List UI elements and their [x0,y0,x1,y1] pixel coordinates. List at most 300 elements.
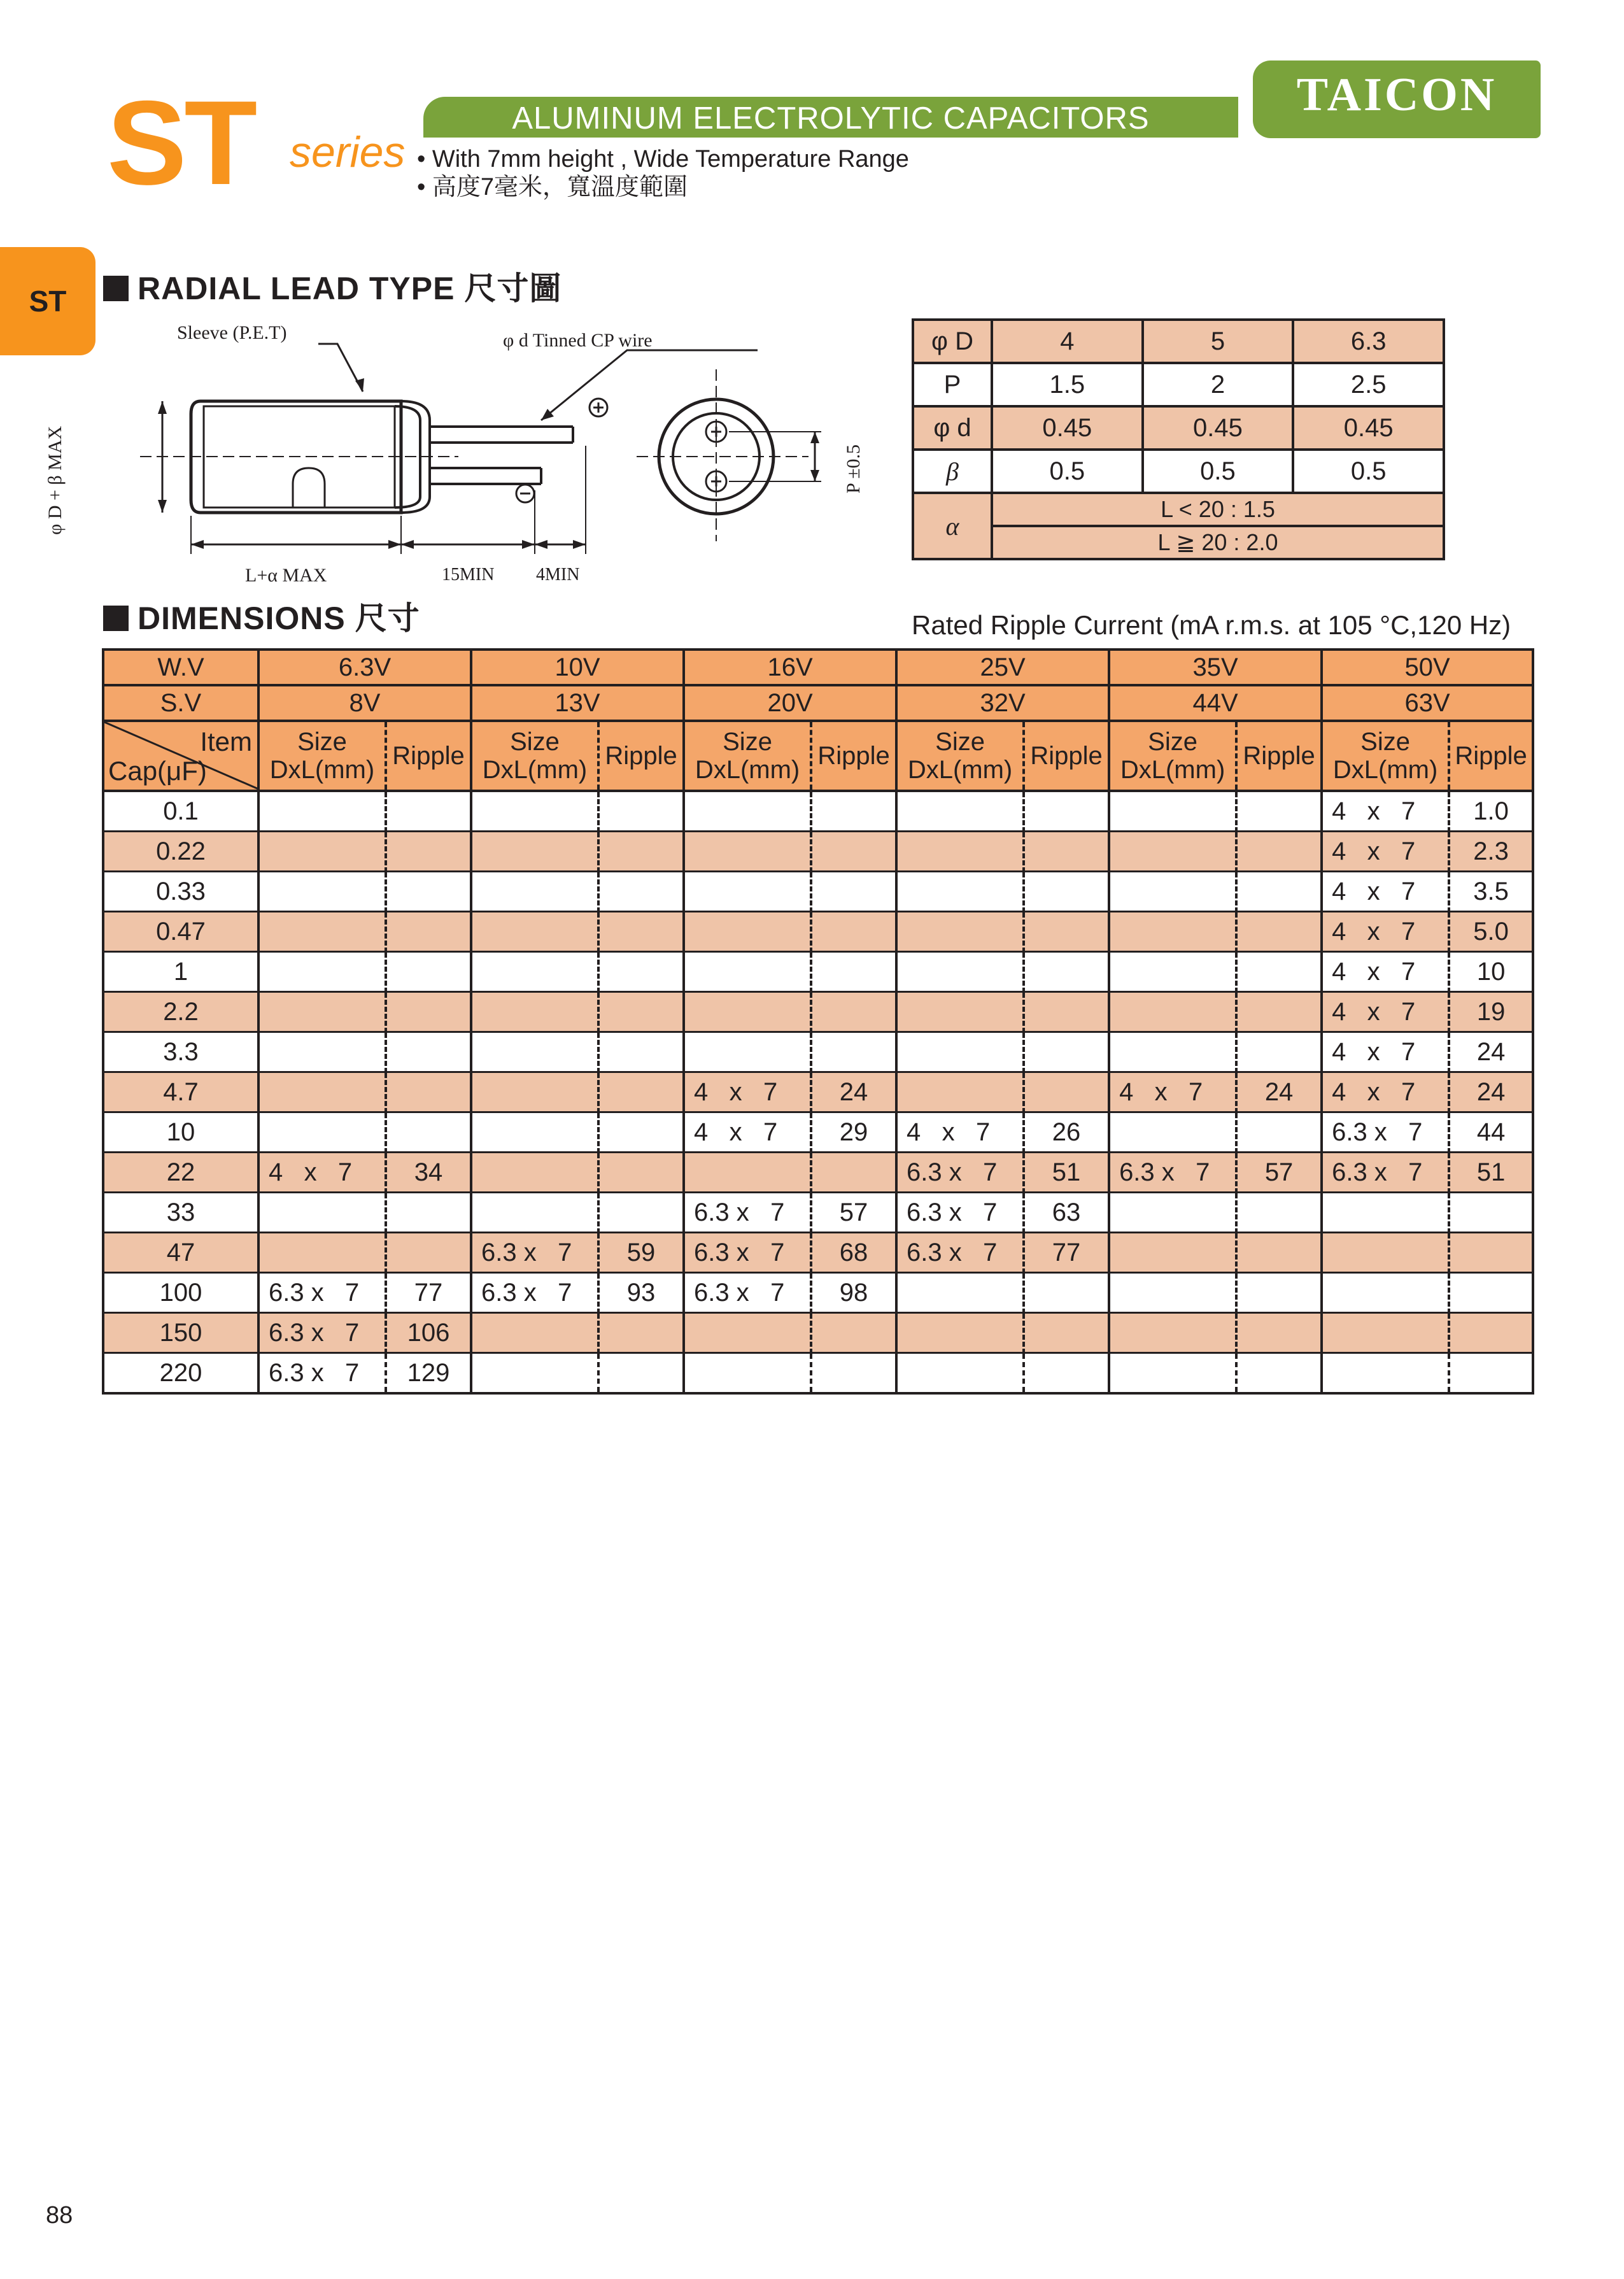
size-value: 4 x 7 [684,1072,811,1112]
item-cap-header [103,721,258,791]
ripple-value [598,912,684,952]
cap-value: 2.2 [103,992,258,1032]
size-value: 6.3 x 7 [896,1233,1024,1273]
ripple-value: 93 [598,1273,684,1313]
ripple-value [386,992,471,1032]
ripple-value [811,1032,896,1072]
size-header-unit: DxL(mm) [1332,756,1438,784]
table-row [913,450,1444,493]
sleeve-label: Sleeve (P.E.T) [177,322,287,343]
ripple-value [598,1353,684,1394]
size-header [1109,721,1236,791]
size-value [896,1353,1024,1394]
dimensions-table [102,648,1534,1395]
cap-value: 150 [103,1313,258,1353]
ripple-value [598,992,684,1032]
table-row [103,1112,1533,1153]
cap-label: Cap(μF) [108,755,207,786]
size-value [684,1313,811,1353]
dimensions-heading [103,602,420,634]
size-value [684,952,811,992]
size-value: 6.3 x 7 [471,1273,598,1313]
ripple-value [1449,1273,1533,1313]
ripple-value [1024,912,1109,952]
table-cell: 6.3 [1293,320,1444,363]
size-value [1322,1273,1449,1313]
ripple-value [1449,1313,1533,1353]
wv-cell: 10V [471,650,684,685]
size-value: 6.3 x 7 [1109,1153,1236,1193]
size-value [258,1112,386,1153]
sv-cell: 13V [471,685,684,721]
ripple-value: 77 [1024,1233,1109,1273]
table-row [103,992,1533,1032]
size-header [258,721,386,791]
pitch-label: P ±0.5 [843,444,864,493]
wv-row [103,650,1533,685]
table-row [103,872,1533,912]
ripple-value: 19 [1449,992,1533,1032]
table-cell: 0.45 [1143,406,1294,450]
size-value: 4 x 7 [258,1153,386,1193]
size-value [896,872,1024,912]
size-header [1322,721,1449,791]
size-header-unit: DxL(mm) [482,756,588,784]
size-header-label: Size [723,728,772,756]
ripple-value: 51 [1024,1153,1109,1193]
ripple-value: 59 [598,1233,684,1273]
size-value [1109,952,1236,992]
alpha-row-2: L ≧ 20 : 2.0 [992,526,1444,559]
ripple-value [598,1193,684,1233]
cap-value: 1 [103,952,258,992]
size-value [684,912,811,952]
size-value: 4 x 7 [1322,1032,1449,1072]
ripple-value: 24 [1449,1072,1533,1112]
size-value [896,1032,1024,1072]
size-value [1109,912,1236,952]
size-header-label: Size [297,728,347,756]
ripple-value [1024,832,1109,872]
size-value [258,791,386,832]
size-header [684,721,811,791]
cap-value: 22 [103,1153,258,1193]
ripple-value: 77 [386,1273,471,1313]
ripple-value [811,1313,896,1353]
table-cell: 0.5 [992,450,1143,493]
size-value [471,1153,598,1193]
ripple-value [386,791,471,832]
size-value [684,1032,811,1072]
sv-label: S.V [103,685,258,721]
row-label: β [913,450,992,493]
ripple-header: Ripple [1236,721,1322,791]
row-label: P [913,363,992,406]
table-cell: 5 [1143,320,1294,363]
size-value [1109,872,1236,912]
size-header-unit: DxL(mm) [695,756,800,784]
sv-cell: 63V [1322,685,1533,721]
ripple-value: 51 [1449,1153,1533,1193]
diameter-label: φ D + β MAX [45,425,66,535]
dimensions-body [103,650,1533,1393]
size-header-label: Size [510,728,560,756]
size-value [1322,1353,1449,1394]
cap-value: 0.33 [103,872,258,912]
item-header-row [103,721,1533,791]
ripple-value [811,1353,896,1394]
row-label: φ D [913,320,992,363]
ripple-value [598,1032,684,1072]
wv-label: W.V [103,650,258,685]
ripple-value [598,952,684,992]
ripple-value: 5.0 [1449,912,1533,952]
size-value [1109,1112,1236,1153]
ripple-value [598,1153,684,1193]
size-value: 6.3 x 7 [258,1273,386,1313]
ripple-value: 2.3 [1449,832,1533,872]
size-value: 6.3 x 7 [896,1153,1024,1193]
table-row [103,1153,1533,1193]
size-value [1109,992,1236,1032]
ripple-value [386,912,471,952]
ripple-value [1236,1032,1322,1072]
ripple-value [811,872,896,912]
size-value: 4 x 7 [1322,912,1449,952]
ripple-value: 24 [1236,1072,1322,1112]
length-label: L+α MAX [245,565,327,586]
size-value [684,1353,811,1394]
cap-value: 33 [103,1193,258,1233]
ripple-value: 44 [1449,1112,1533,1153]
row-label: φ d [913,406,992,450]
alpha-row-1: L < 20 : 1.5 [992,493,1444,526]
size-value [896,1313,1024,1353]
ripple-value [1449,1193,1533,1233]
ripple-value [1236,1273,1322,1313]
size-value [471,1112,598,1153]
size-value [1322,1233,1449,1273]
item-label: Item [200,727,252,756]
ripple-value [811,832,896,872]
feature-line-1: • With 7mm height , Wide Temperature Range [417,146,909,173]
size-value: 6.3 x 7 [258,1353,386,1394]
table-row [913,406,1444,450]
size-value: 4 x 7 [896,1112,1024,1153]
table-cell: 0.5 [1293,450,1444,493]
ripple-value [1024,952,1109,992]
size-value [1109,1233,1236,1273]
radial-lead-drawing [102,312,904,592]
ripple-value [811,791,896,832]
size-value [896,791,1024,832]
size-value: 4 x 7 [1322,1072,1449,1112]
cap-value: 0.22 [103,832,258,872]
ripple-value [1024,992,1109,1032]
ripple-header: Ripple [386,721,471,791]
table-row [103,791,1533,832]
size-header-label: Size [1148,728,1197,756]
ripple-value [1024,1273,1109,1313]
ripple-value: 63 [1024,1193,1109,1233]
size-value [1322,1193,1449,1233]
table-row [103,832,1533,872]
ripple-value [1449,1353,1533,1394]
size-value [258,952,386,992]
wire-label: φ d Tinned CP wire [503,330,653,351]
ripple-header: Ripple [1449,721,1533,791]
sv-cell: 20V [684,685,896,721]
size-value [471,992,598,1032]
table-row [913,526,1444,559]
ripple-value [1024,1032,1109,1072]
size-value [258,832,386,872]
radial-heading [103,273,561,304]
size-value [471,832,598,872]
ripple-value [386,1032,471,1072]
ripple-value [1236,832,1322,872]
radial-heading-text: RADIAL LEAD TYPE 尺寸圖 [138,271,562,306]
ripple-value [598,1072,684,1112]
size-value: 6.3 x 7 [684,1273,811,1313]
ripple-value [811,1153,896,1193]
size-value: 6.3 x 7 [896,1193,1024,1233]
wv-cell: 6.3V [258,650,471,685]
ripple-value [386,1112,471,1153]
series-word: series [290,128,406,176]
ripple-value [386,832,471,872]
ripple-value [386,872,471,912]
sv-row [103,685,1533,721]
table-cell: 0.5 [1143,450,1294,493]
wv-cell: 50V [1322,650,1533,685]
ripple-value: 98 [811,1273,896,1313]
wv-cell: 16V [684,650,896,685]
ripple-value: 129 [386,1353,471,1394]
ripple-value: 57 [811,1193,896,1233]
ripple-value [1024,791,1109,832]
ripple-value [598,1112,684,1153]
ripple-value: 3.5 [1449,872,1533,912]
ripple-value: 34 [386,1153,471,1193]
size-value [471,1072,598,1112]
ripple-value [1236,872,1322,912]
sv-cell: 44V [1109,685,1322,721]
side-tab [0,247,95,355]
dimensions-heading-text: DIMENSIONS 尺寸 [138,600,420,636]
heading-square-icon [103,606,129,631]
ripple-header: Ripple [811,721,896,791]
size-value [471,952,598,992]
size-value [258,1233,386,1273]
ripple-value [1236,1193,1322,1233]
brand-logo: TAICON [1296,69,1497,121]
table-cell: 0.45 [1293,406,1444,450]
size-value [1109,1032,1236,1072]
size-value: 4 x 7 [1322,791,1449,832]
ripple-value [1024,1353,1109,1394]
size-value [1109,1273,1236,1313]
size-header [896,721,1024,791]
size-value [684,832,811,872]
size-value [258,1032,386,1072]
size-value [896,832,1024,872]
table-row [103,1193,1533,1233]
table-cell: 2.5 [1293,363,1444,406]
size-value [1109,791,1236,832]
ripple-value [386,1193,471,1233]
ripple-value: 29 [811,1112,896,1153]
table-row [913,320,1444,363]
ripple-value [1236,1353,1322,1394]
table-row [103,952,1533,992]
size-value [684,872,811,912]
side-tab-label: ST [29,285,67,318]
size-value [471,1193,598,1233]
ripple-value [1236,912,1322,952]
ripple-value: 10 [1449,952,1533,992]
cap-value: 0.1 [103,791,258,832]
cap-value: 4.7 [103,1072,258,1112]
size-header-label: Size [935,728,985,756]
size-value: 4 x 7 [1322,992,1449,1032]
ripple-header: Ripple [1024,721,1109,791]
alpha-label: α [913,493,992,559]
radial-spec-table [912,318,1445,560]
lead-min2-label: 4MIN [536,565,580,585]
ripple-value [1024,1072,1109,1112]
cap-value: 10 [103,1112,258,1153]
size-value [471,791,598,832]
size-value [896,992,1024,1032]
ripple-value [386,952,471,992]
ripple-value: 68 [811,1233,896,1273]
size-value [1109,832,1236,872]
size-value: 4 x 7 [1322,872,1449,912]
table-cell: 2 [1143,363,1294,406]
table-cell: 1.5 [992,363,1143,406]
size-value [1322,1313,1449,1353]
table-row [103,1233,1533,1273]
size-value: 4 x 7 [1322,832,1449,872]
size-value: 4 x 7 [684,1112,811,1153]
ripple-value [598,791,684,832]
ripple-value: 24 [1449,1032,1533,1072]
ripple-value [1024,872,1109,912]
size-header-label: Size [1360,728,1410,756]
ripple-value [386,1233,471,1273]
table-row [103,912,1533,952]
cap-value: 3.3 [103,1032,258,1072]
banner-title: ALUMINUM ELECTROLYTIC CAPACITORS [512,101,1150,136]
size-value [471,1353,598,1394]
size-value [1109,1353,1236,1394]
size-value [684,791,811,832]
feature-line-2: • 高度7毫米，寬溫度範圍 [417,174,688,201]
wv-cell: 35V [1109,650,1322,685]
size-header-unit: DxL(mm) [907,756,1013,784]
size-value [258,872,386,912]
ripple-value: 57 [1236,1153,1322,1193]
ripple-value [811,992,896,1032]
size-value: 6.3 x 7 [684,1233,811,1273]
heading-square-icon [103,276,129,301]
ripple-value [811,912,896,952]
table-cell: 4 [992,320,1143,363]
size-value [258,992,386,1032]
table-row [913,493,1444,526]
size-value [896,1273,1024,1313]
size-value [896,952,1024,992]
table-row [103,1353,1533,1394]
sv-cell: 8V [258,685,471,721]
ripple-header: Ripple [598,721,684,791]
lead-min-label: 15MIN [442,565,495,585]
table-row [103,1032,1533,1072]
size-value: 4 x 7 [1109,1072,1236,1112]
ripple-value [1236,952,1322,992]
cap-value: 47 [103,1233,258,1273]
series-code: ST [107,76,255,209]
cap-value: 0.47 [103,912,258,952]
size-value [258,1072,386,1112]
ripple-value [598,832,684,872]
ripple-value: 106 [386,1313,471,1353]
ripple-value [386,1072,471,1112]
size-value: 6.3 x 7 [1322,1153,1449,1193]
size-value [1109,1313,1236,1353]
size-value [1109,1193,1236,1233]
size-value: 6.3 x 7 [1322,1112,1449,1153]
ripple-value [1024,1313,1109,1353]
ripple-value: 24 [811,1072,896,1112]
ripple-value [1449,1233,1533,1273]
ripple-value [1236,1112,1322,1153]
size-value [896,1072,1024,1112]
table-row [103,1072,1533,1112]
ripple-value [1236,1313,1322,1353]
size-value [471,1313,598,1353]
size-value [684,992,811,1032]
ripple-value [598,872,684,912]
size-value: 6.3 x 7 [258,1313,386,1353]
size-header-unit: DxL(mm) [269,756,375,784]
cap-value: 100 [103,1273,258,1313]
page-number: 88 [46,2202,73,2229]
size-header-unit: DxL(mm) [1120,756,1225,784]
table-cell: 0.45 [992,406,1143,450]
size-value: 6.3 x 7 [684,1193,811,1233]
ripple-value: 26 [1024,1112,1109,1153]
size-value [471,1032,598,1072]
sv-cell: 32V [896,685,1109,721]
ripple-value [1236,791,1322,832]
ripple-value [1236,1233,1322,1273]
wv-cell: 25V [896,650,1109,685]
cap-value: 220 [103,1353,258,1394]
size-value [471,872,598,912]
table-row [913,363,1444,406]
table-row [103,1313,1533,1353]
size-value [258,1193,386,1233]
ripple-value [811,952,896,992]
ripple-value: 1.0 [1449,791,1533,832]
size-value: 4 x 7 [1322,952,1449,992]
size-value [896,912,1024,952]
size-value [471,912,598,952]
size-value [258,912,386,952]
size-value: 6.3 x 7 [471,1233,598,1273]
